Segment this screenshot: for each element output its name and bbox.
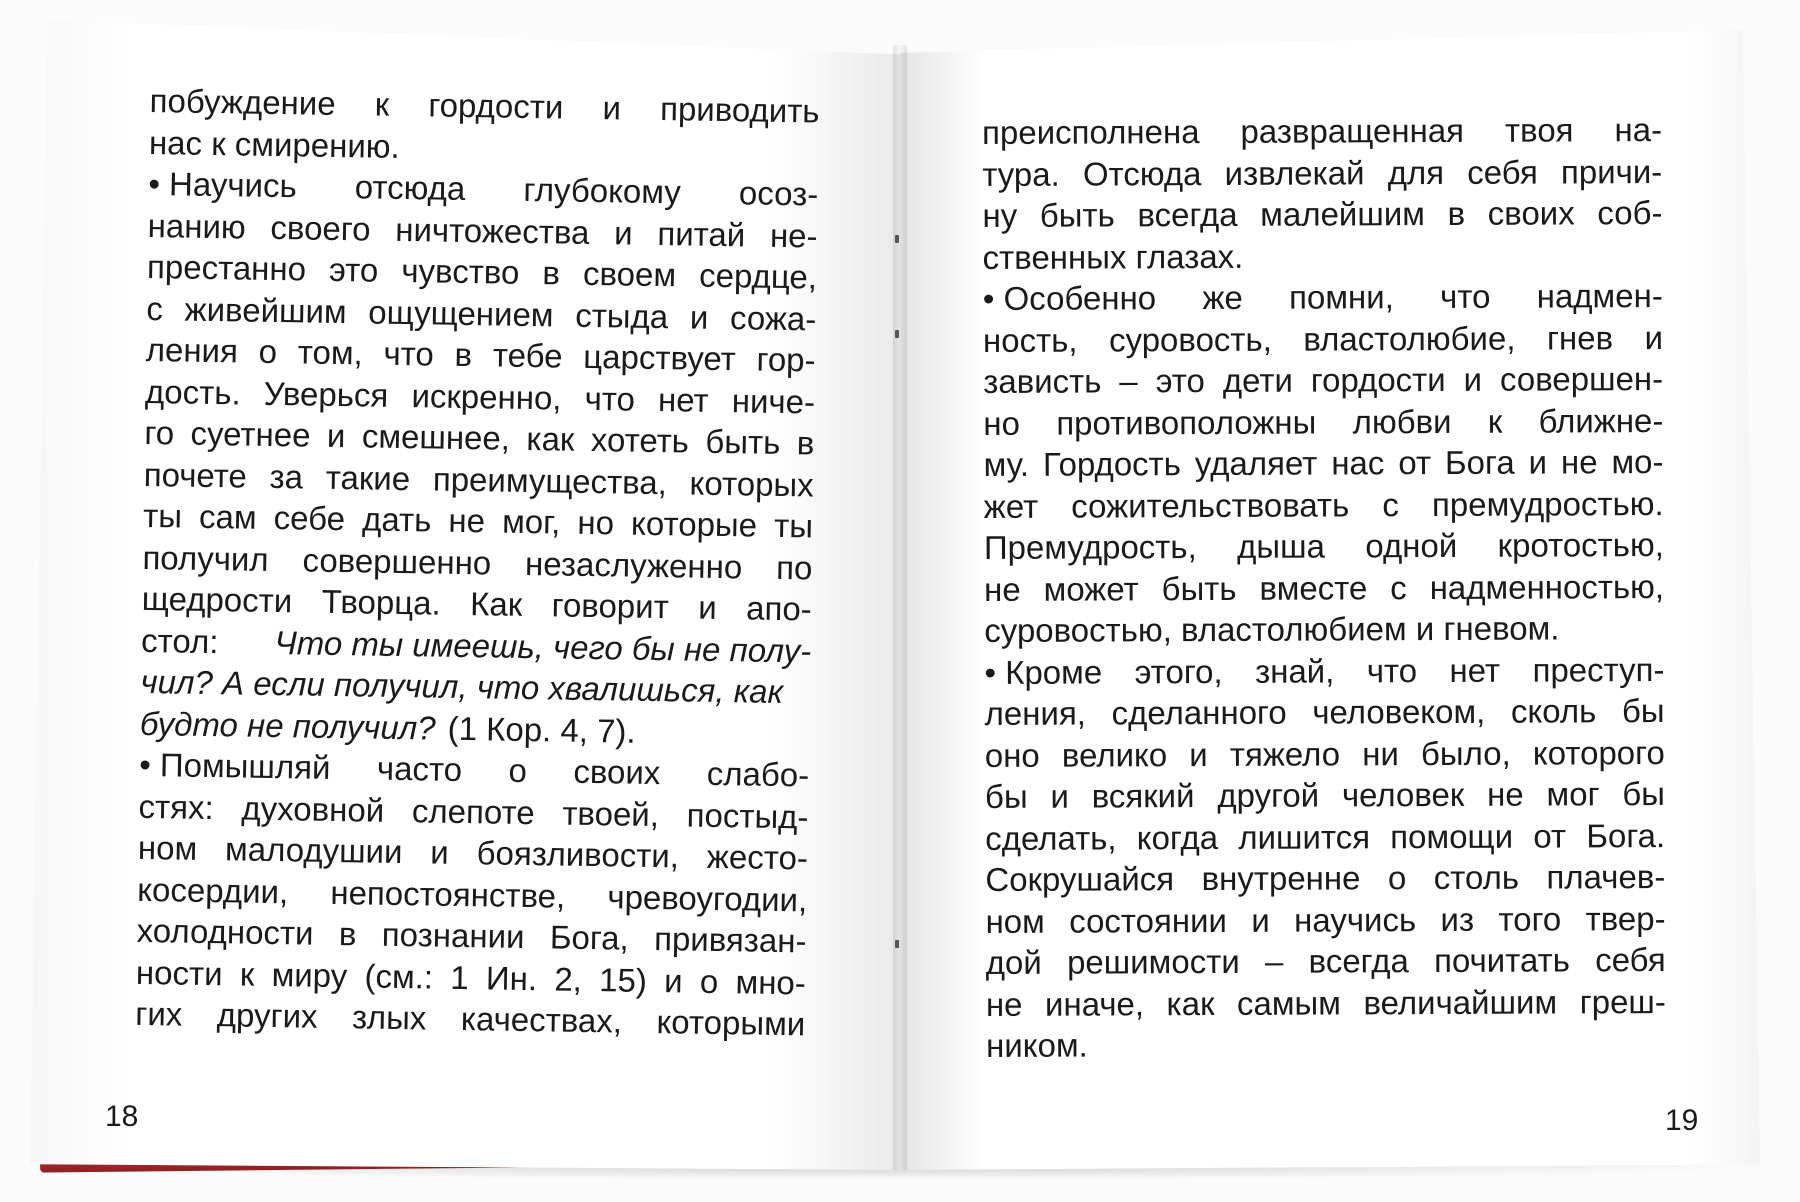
text-word: нет xyxy=(657,380,709,419)
text-word: в xyxy=(454,335,473,374)
text-word: смешнее, xyxy=(361,417,511,457)
text-word: • Научись xyxy=(148,164,298,205)
text-line xyxy=(984,483,1664,527)
text-word: тяжело xyxy=(1229,734,1341,773)
text-word: других xyxy=(216,996,318,1035)
text-word: осоз- xyxy=(738,174,819,213)
text-word: глубокому xyxy=(523,170,682,211)
text-word: побуждение xyxy=(149,81,336,122)
text-word: кротостью, xyxy=(1497,526,1664,564)
text-word: удаляет xyxy=(1194,444,1318,483)
text-word: гордости xyxy=(428,86,564,126)
text-word: ощущением xyxy=(368,292,554,333)
text-word: бы xyxy=(984,777,1028,815)
text-word: и xyxy=(326,416,346,455)
text-word: для xyxy=(1387,153,1445,191)
text-word: Премудрость, xyxy=(983,528,1197,566)
text-word: • Кроме xyxy=(984,652,1103,691)
text-word: Ин. xyxy=(485,958,538,997)
text-word: гордости xyxy=(1310,360,1446,399)
text-word: человеком, xyxy=(1312,692,1486,731)
text-word: столь xyxy=(1433,858,1520,897)
text-word: Гордость xyxy=(1042,445,1182,483)
text-word: что xyxy=(383,334,435,373)
text-word: мно- xyxy=(735,962,807,1001)
text-word: соб- xyxy=(1597,194,1663,232)
text-word: почитать xyxy=(1433,941,1570,980)
text-word: от xyxy=(1533,816,1567,855)
text-word: с xyxy=(146,289,164,327)
text-word: но xyxy=(983,404,1021,442)
text-line xyxy=(983,400,1663,444)
text-word: и xyxy=(1050,777,1069,815)
text-word: дой xyxy=(985,943,1042,981)
text-word: сожа- xyxy=(729,298,817,337)
text-word: и xyxy=(697,588,717,626)
text-word: дость. xyxy=(144,372,241,411)
text-word: внутренне xyxy=(1201,859,1361,898)
text-word: преступ- xyxy=(1532,650,1665,689)
text-line xyxy=(984,649,1664,693)
text-word: себя xyxy=(1467,153,1538,191)
text-word: совершен- xyxy=(1499,360,1664,398)
text-word: своих xyxy=(1487,194,1575,232)
text-line xyxy=(984,566,1664,610)
text-word: надменностью, xyxy=(1429,567,1665,606)
text-word: отсюда xyxy=(354,168,466,207)
text-word: нет xyxy=(1449,651,1501,689)
text-line xyxy=(983,234,1663,278)
text-word: твоей, xyxy=(562,794,660,833)
text-word: и xyxy=(430,833,450,871)
text-word: духовной xyxy=(241,789,385,829)
text-word: • Особенно xyxy=(982,279,1157,317)
text-word: совершенно xyxy=(302,540,492,581)
text-word: • Помышляй xyxy=(138,745,331,786)
text-word: того xyxy=(1498,899,1562,938)
text-word: злых xyxy=(351,998,427,1037)
text-word: бы xyxy=(1621,692,1665,730)
text-word: решимости xyxy=(1066,942,1240,981)
text-word: в xyxy=(796,424,815,462)
text-word: стях: xyxy=(138,787,215,826)
text-word: Бога. xyxy=(1586,816,1666,854)
text-word: к xyxy=(374,85,390,123)
text-word: такие xyxy=(325,458,411,497)
text-word: велико xyxy=(1061,735,1168,774)
text-word: ления, xyxy=(984,694,1087,732)
text-line xyxy=(983,358,1663,402)
text-line xyxy=(985,815,1665,859)
text-word: своем xyxy=(582,254,677,294)
text-word: ниче- xyxy=(731,381,816,420)
text-word: которыми xyxy=(656,1003,806,1043)
text-word: сколь xyxy=(1510,692,1597,730)
text-word: оно xyxy=(984,736,1040,774)
text-word: стол: xyxy=(140,621,219,660)
text-word: приводить xyxy=(659,90,820,130)
text-word: противоположны xyxy=(1056,403,1317,442)
text-line xyxy=(985,690,1665,734)
text-line xyxy=(984,607,1664,651)
text-word: зависть xyxy=(983,362,1102,400)
text-word: одной xyxy=(1365,526,1458,565)
text-word: властолюбие, xyxy=(1303,319,1516,358)
text-word: малейшим xyxy=(1260,195,1425,233)
text-word: ном xyxy=(137,828,198,867)
text-word: что xyxy=(1366,651,1418,689)
text-word: вместе xyxy=(1259,568,1368,607)
text-word: в xyxy=(542,254,561,292)
text-word: не xyxy=(984,570,1021,608)
text-word: нас к смирению. xyxy=(148,123,401,165)
text-word: премудростью. xyxy=(1431,484,1664,523)
text-word: о xyxy=(508,751,528,790)
text-word: – xyxy=(1264,942,1284,980)
text-word: и xyxy=(689,298,709,336)
text-word: но xyxy=(577,503,615,542)
text-word: мо- xyxy=(1611,443,1664,481)
text-word: не xyxy=(1560,443,1598,481)
text-word: ты xyxy=(773,506,814,545)
text-word: быть xyxy=(705,422,781,461)
text-word: чувство xyxy=(401,251,520,291)
text-word: Бога, xyxy=(549,918,630,957)
text-word: надмен- xyxy=(1536,277,1663,315)
text-word: ну xyxy=(982,196,1018,234)
page-number-right: 19 xyxy=(1665,1104,1699,1137)
text-line xyxy=(982,192,1662,236)
text-word: не- xyxy=(769,216,818,255)
text-word: знай, xyxy=(1254,651,1335,690)
text-word: в xyxy=(338,915,357,953)
text-line xyxy=(984,524,1664,568)
text-word: развращенная xyxy=(1240,111,1465,150)
text-word: по xyxy=(775,548,813,586)
text-word: о xyxy=(258,332,278,371)
text-word: тура. xyxy=(982,155,1060,193)
text-word: говорит xyxy=(551,586,670,626)
text-word: и xyxy=(663,961,683,999)
text-line xyxy=(986,1022,1666,1066)
text-word: гор- xyxy=(756,340,816,379)
text-word: Отсюда xyxy=(1082,154,1202,193)
text-word: качествах, xyxy=(460,1000,623,1040)
text-word: престанно xyxy=(146,247,307,288)
text-word: которые xyxy=(630,504,758,544)
text-word: в xyxy=(1447,194,1466,232)
text-word: том, xyxy=(297,333,364,372)
text-word: человек xyxy=(1341,775,1465,814)
text-word: от xyxy=(1398,444,1432,482)
text-word: жесто- xyxy=(706,837,809,877)
text-word: было, xyxy=(1420,734,1511,772)
text-word: ничтожества xyxy=(394,210,590,251)
text-word: как xyxy=(1166,984,1215,1022)
text-word: плачев- xyxy=(1546,858,1666,896)
right-page-text xyxy=(982,109,1666,1066)
text-word: что xyxy=(1440,277,1491,316)
text-word: искренно, xyxy=(411,376,562,417)
text-word: будто не получил? xyxy=(139,704,436,747)
staple-mark xyxy=(895,235,899,243)
text-word: любви xyxy=(1352,402,1452,440)
text-word: с xyxy=(1382,485,1399,523)
text-word: нас xyxy=(1331,444,1385,482)
text-word: бы xyxy=(1622,775,1666,813)
text-word: о xyxy=(1387,859,1407,897)
text-word: своего xyxy=(270,208,371,247)
text-word: не xyxy=(985,985,1023,1023)
text-word: преимущества, xyxy=(432,459,668,501)
text-word: нанию xyxy=(147,206,247,246)
text-word: это xyxy=(328,250,379,289)
text-line xyxy=(985,773,1665,817)
text-word: и xyxy=(1528,443,1548,481)
text-word: ни xyxy=(1362,734,1399,772)
text-word: не xyxy=(1487,775,1524,813)
text-word: к xyxy=(239,955,255,993)
text-word: твер- xyxy=(1585,899,1666,937)
text-word: часто xyxy=(376,749,463,788)
text-word: с xyxy=(1390,568,1407,606)
text-word: 2, xyxy=(554,959,583,998)
text-line xyxy=(983,441,1663,485)
text-word: 1 xyxy=(450,958,469,996)
text-word: жет xyxy=(983,487,1039,525)
text-word: на- xyxy=(1614,111,1663,149)
text-word: Как xyxy=(469,585,523,623)
text-word: ником. xyxy=(985,1026,1088,1064)
text-word: о xyxy=(699,962,719,1000)
text-word: себя xyxy=(1595,941,1666,979)
text-word: щедрости xyxy=(141,579,293,620)
text-word: ближне- xyxy=(1538,401,1664,440)
text-word: сердце, xyxy=(698,256,818,296)
text-word: питай xyxy=(657,214,746,253)
text-word: ности xyxy=(135,953,223,992)
text-word: суетнее xyxy=(190,414,311,454)
text-word: всякий xyxy=(1091,777,1195,815)
text-word: ственных глазах. xyxy=(982,237,1244,276)
text-word: го xyxy=(144,413,175,452)
text-word: дети xyxy=(1222,361,1293,399)
text-word: стыда xyxy=(574,296,669,335)
text-word: и xyxy=(613,213,633,252)
text-line xyxy=(985,732,1665,776)
text-line xyxy=(982,109,1662,153)
text-word: и xyxy=(602,89,622,127)
text-word: состоянии xyxy=(1069,901,1228,940)
text-line xyxy=(982,151,1662,195)
text-line xyxy=(985,898,1665,942)
text-word: ления xyxy=(145,330,239,370)
text-word: привязан- xyxy=(653,920,807,960)
book-spine xyxy=(893,45,907,1170)
text-word: которого xyxy=(1532,733,1665,772)
text-word: ты xyxy=(142,496,183,535)
text-word: как xyxy=(526,419,575,458)
text-word: гих xyxy=(135,994,183,1033)
text-word: му. xyxy=(983,445,1030,483)
text-word: – xyxy=(1119,362,1138,400)
text-word: когда xyxy=(1136,818,1219,856)
left-page-text xyxy=(135,80,820,1045)
text-word: преисполнена xyxy=(982,113,1200,151)
text-word: что xyxy=(584,379,636,418)
text-word: помни, xyxy=(1289,278,1394,316)
text-word: мог xyxy=(1546,775,1600,813)
text-word: и xyxy=(1189,735,1208,773)
text-word: дыша xyxy=(1237,527,1326,565)
text-word: малодушии xyxy=(224,830,403,871)
text-word: царствует xyxy=(583,337,737,378)
text-word: тебе xyxy=(492,336,563,375)
text-word: другой xyxy=(1217,776,1320,814)
text-word: быть xyxy=(1161,569,1237,607)
text-word: слабо- xyxy=(706,754,810,794)
text-word: иначе, xyxy=(1044,984,1145,1023)
text-word: ность, xyxy=(982,321,1078,359)
text-word: Бога xyxy=(1444,443,1515,481)
staple-mark xyxy=(895,330,899,338)
text-word: и xyxy=(1463,360,1483,398)
text-word: извлекай xyxy=(1224,153,1365,192)
text-word: суровостью, властолюбием и гневом. xyxy=(984,609,1560,649)
text-word: живейшим xyxy=(184,290,347,330)
text-word: из xyxy=(1440,900,1475,938)
text-word: себе xyxy=(273,498,346,538)
text-word: сделанного xyxy=(1111,693,1287,732)
text-word: лишится xyxy=(1238,817,1371,856)
text-word: Сокрушайся xyxy=(985,860,1175,898)
text-word: дать xyxy=(361,500,432,539)
text-word: сожительствовать xyxy=(1071,485,1350,525)
text-word: миру xyxy=(271,955,348,994)
text-line xyxy=(983,317,1663,361)
text-word: непостоянстве, xyxy=(330,873,566,915)
text-word: слепоте xyxy=(411,791,535,831)
text-word: и xyxy=(1251,901,1270,939)
text-line xyxy=(986,981,1666,1025)
text-word: постыд- xyxy=(686,796,809,835)
text-word: сам xyxy=(198,497,257,536)
text-word: этого, xyxy=(1134,652,1223,690)
text-word: холодности xyxy=(136,911,314,952)
text-word: почете xyxy=(143,455,248,495)
text-word: мог, xyxy=(501,502,561,541)
text-word: которых xyxy=(689,464,814,503)
text-word: (1 Кор. 4, 7). xyxy=(447,709,636,750)
text-word: помощи xyxy=(1390,817,1514,855)
text-word: познании xyxy=(381,915,525,955)
text-word: 15) xyxy=(598,960,648,999)
text-word: не xyxy=(448,501,486,540)
text-line xyxy=(983,275,1663,319)
text-word: Что ты имеешь, чего бы не полу- xyxy=(274,623,812,669)
text-word: за xyxy=(269,457,304,495)
text-word: греш- xyxy=(1579,982,1666,1020)
text-word: всегда xyxy=(1308,942,1409,980)
text-word: незаслуженно xyxy=(524,544,743,585)
text-word: своих xyxy=(573,752,661,792)
text-word: сделать, xyxy=(985,818,1117,857)
text-line xyxy=(986,939,1666,983)
text-word: хотеть xyxy=(590,420,690,460)
staple-mark xyxy=(895,940,899,948)
text-word: может xyxy=(1043,569,1139,608)
text-word: Уверься xyxy=(263,374,389,414)
text-word: к xyxy=(1487,402,1503,440)
text-word: Творца. xyxy=(321,582,442,622)
text-word: чил? А если получил, что хвалишься, как xyxy=(140,662,784,711)
page-number-left: 18 xyxy=(105,1100,139,1133)
text-word: самым xyxy=(1236,983,1342,1022)
text-word: ном xyxy=(985,902,1045,940)
text-word: суровость, xyxy=(1108,320,1272,358)
text-word: и xyxy=(1644,318,1664,356)
text-word: величайшим xyxy=(1363,982,1558,1021)
text-word: всегда xyxy=(1137,195,1238,234)
text-word: (см.: xyxy=(364,956,434,996)
text-word: же xyxy=(1202,278,1243,317)
text-word: это xyxy=(1155,362,1205,400)
text-word: чревоугодии, xyxy=(607,877,808,918)
text-word: получил xyxy=(142,538,269,578)
text-word: твоя xyxy=(1504,111,1574,149)
text-word: апо- xyxy=(745,589,813,628)
text-word: косердии, xyxy=(137,870,289,910)
text-line xyxy=(985,856,1665,900)
text-word: гнев xyxy=(1546,318,1614,357)
text-word: причи- xyxy=(1560,152,1663,190)
text-word: боязливости, xyxy=(476,834,680,875)
text-word: быть xyxy=(1039,196,1115,234)
text-word: научись xyxy=(1294,900,1417,939)
